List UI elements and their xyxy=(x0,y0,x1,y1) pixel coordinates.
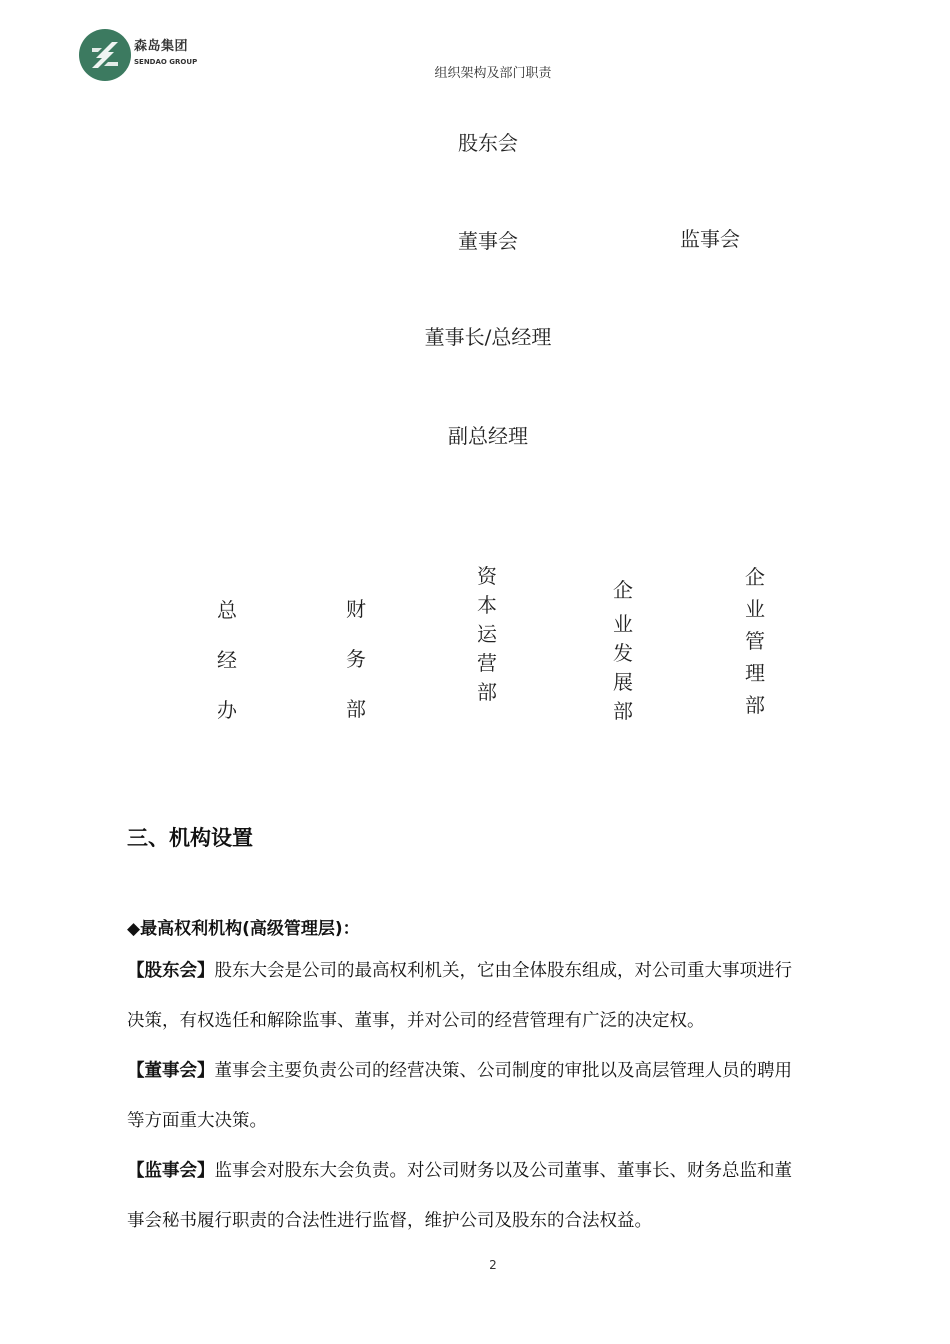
paragraph-shareholders xyxy=(127,946,867,1046)
org-node-vice-gm: 副总经理 xyxy=(448,424,528,448)
paragraph-board xyxy=(127,1046,867,1146)
org-node-supervisors: 监事会 xyxy=(680,227,740,251)
dept-char: 部 xyxy=(745,693,765,717)
org-node-shareholders: 股东会 xyxy=(458,131,518,155)
paragraph-supervisors xyxy=(127,1146,867,1246)
paragraph-text: 决策，有权选任和解除监事、董事，并对公司的经营管理有广泛的决定权。 xyxy=(127,1011,705,1031)
dept-char: 财 xyxy=(346,597,366,621)
paragraph-text: 股东大会是公司的最高权利机关，它由全体股东组成，对公司重大事项进行 xyxy=(214,961,792,981)
dept-char: 业 xyxy=(613,612,633,636)
paragraph-text: 董事会主要负责公司的经营决策、公司制度的审批以及高层管理人员的聘用 xyxy=(214,1061,792,1081)
org-dept-enterprise-development xyxy=(603,570,643,726)
dept-char: 运 xyxy=(477,622,497,646)
paragraph-label: 【监事会】 xyxy=(127,1161,215,1181)
dept-char: 办 xyxy=(217,698,237,722)
dept-char: 部 xyxy=(346,697,366,721)
paragraph-label: 【股东会】 xyxy=(127,961,215,981)
dept-char: 管 xyxy=(745,629,765,653)
org-dept-general-office xyxy=(207,585,247,735)
org-dept-finance xyxy=(336,584,376,734)
dept-char: 本 xyxy=(477,593,497,617)
paragraph-label: 【董事会】 xyxy=(127,1061,215,1081)
dept-char: 务 xyxy=(346,647,366,671)
logo-text-cn: 森岛集团 xyxy=(134,39,189,54)
dept-char: 业 xyxy=(745,597,765,621)
dept-char: 总 xyxy=(217,598,237,622)
paragraph-text: 监事会对股东大会负责。对公司财务以及公司董事、董事长、财务总监和董 xyxy=(214,1161,792,1181)
org-node-chairman: 董事长/总经理 xyxy=(424,325,552,349)
org-dept-capital-operations xyxy=(467,562,507,707)
dept-char: 理 xyxy=(745,661,765,685)
dept-char: 经 xyxy=(217,648,237,672)
logo-text-en: SENDAO GROUP xyxy=(134,58,198,66)
paragraph-text: 事会秘书履行职责的合法性进行监督，维护公司及股东的合法权益。 xyxy=(127,1211,652,1231)
dept-char: 资 xyxy=(477,564,497,588)
org-dept-enterprise-management xyxy=(735,561,775,721)
dept-char: 展 xyxy=(613,670,633,694)
org-node-board: 董事会 xyxy=(458,229,518,253)
header-title: 组织架构及部门职责 xyxy=(434,66,552,81)
section-subtitle: ◆最高权利机构(高级管理层)： xyxy=(127,919,360,939)
paragraph-text: 等方面重大决策。 xyxy=(127,1111,267,1131)
section-title: 三、机构设置 xyxy=(127,826,253,850)
dept-char: 营 xyxy=(477,651,497,675)
dept-char: 企 xyxy=(613,578,633,602)
dept-char: 发 xyxy=(613,641,633,665)
dept-char: 部 xyxy=(613,699,633,723)
dept-char: 部 xyxy=(477,680,497,704)
dept-char: 企 xyxy=(745,565,765,589)
page-number: 2 xyxy=(489,1258,497,1272)
